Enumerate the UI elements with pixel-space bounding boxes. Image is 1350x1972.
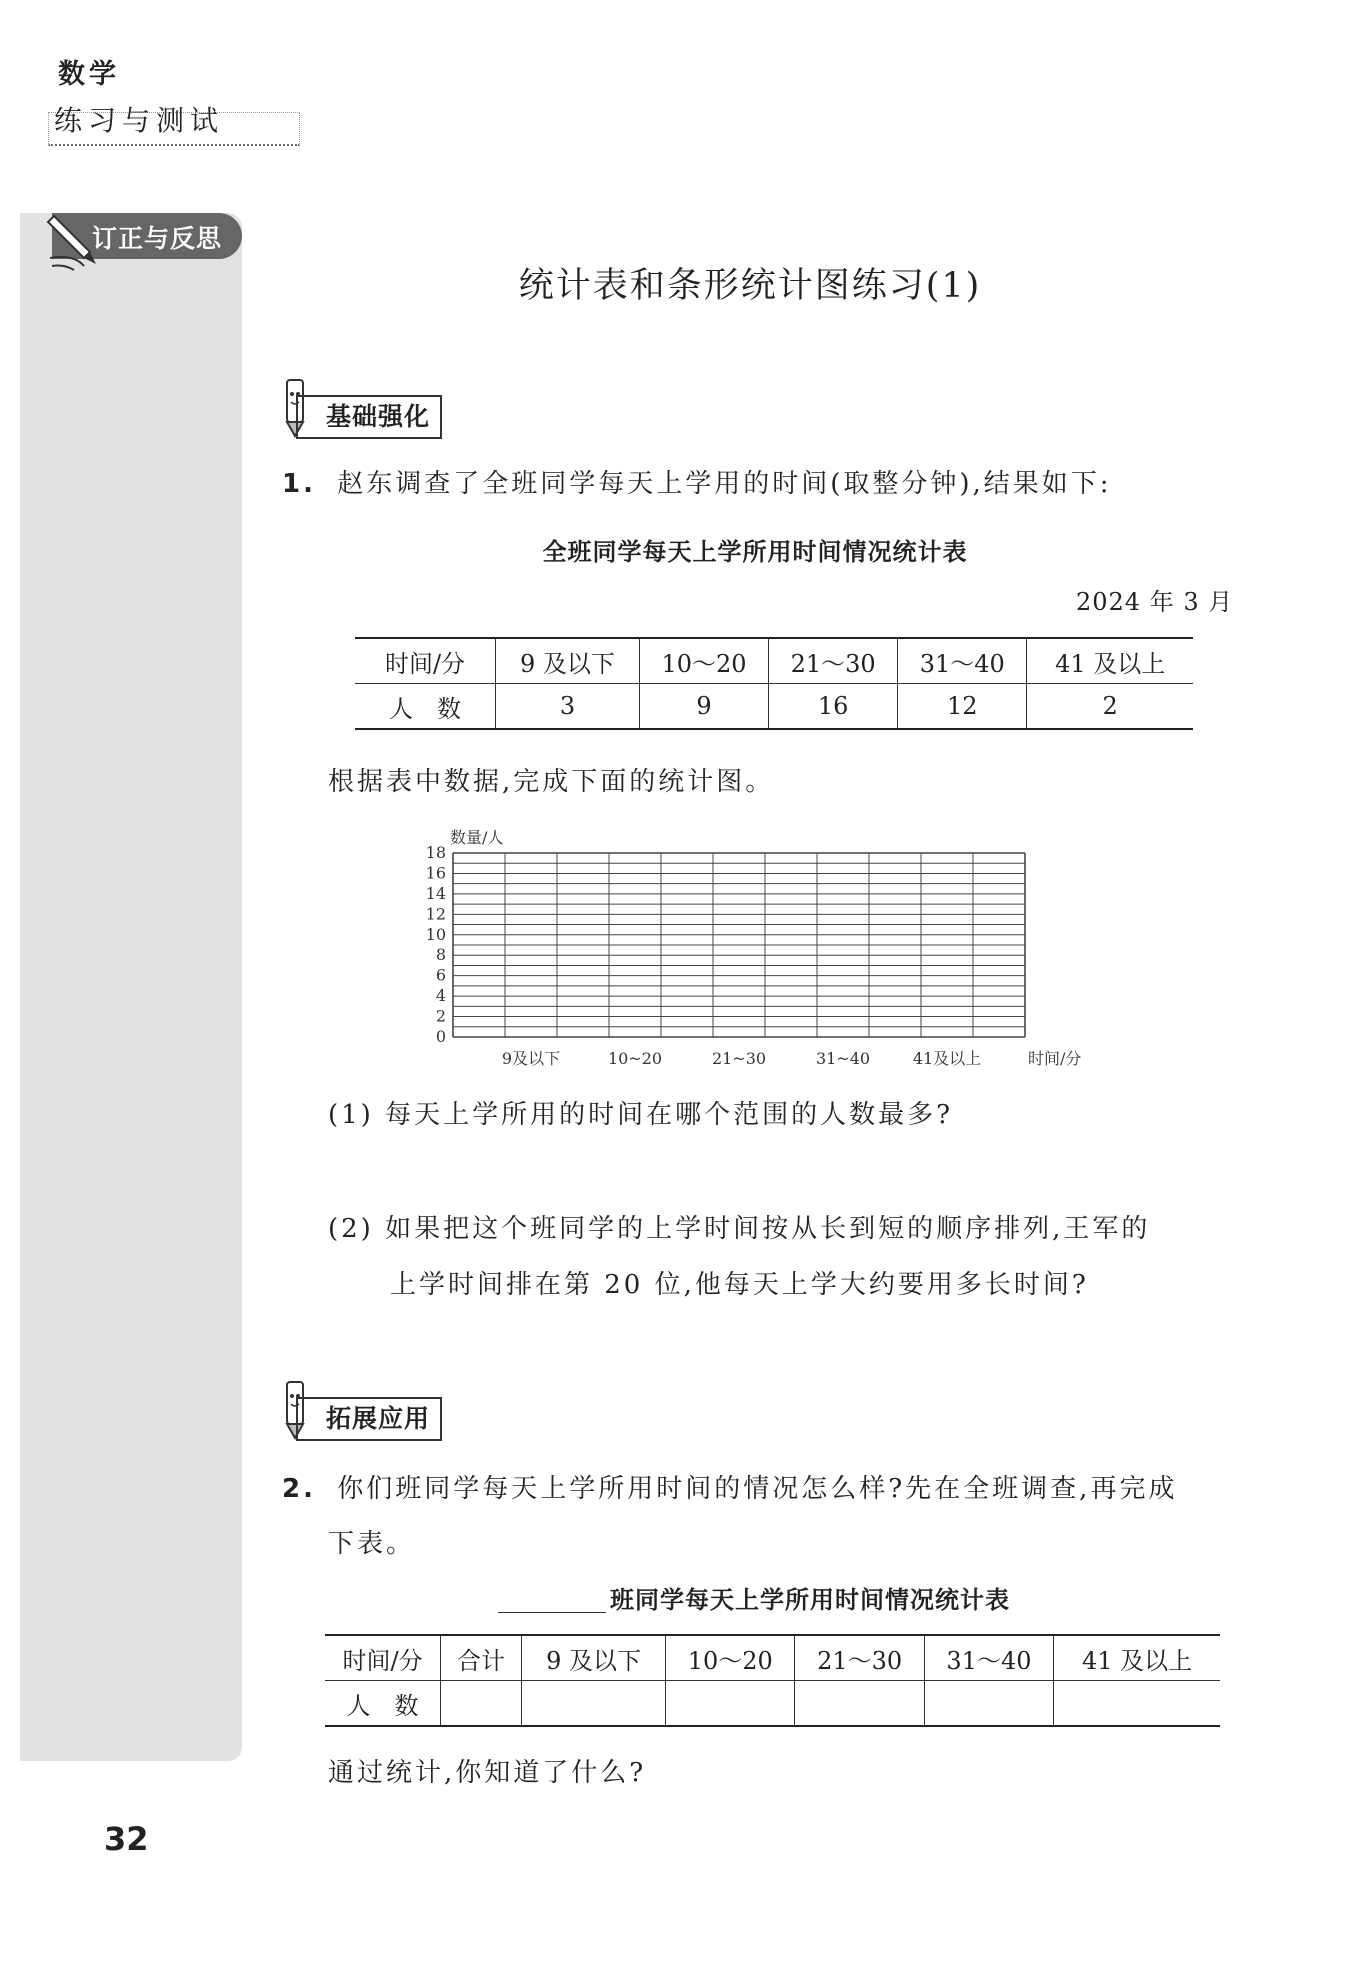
chart-grid xyxy=(453,853,1025,1037)
blank-cell[interactable] xyxy=(522,1681,666,1727)
blank-cell[interactable] xyxy=(666,1681,795,1727)
table-cell: 人 数 xyxy=(325,1681,441,1727)
question-2-line2: 下表。 xyxy=(328,1529,416,1559)
section-basic: 基础强化 xyxy=(296,395,442,439)
y-axis-label: 数量/人 xyxy=(450,828,504,847)
table-row xyxy=(355,684,1193,730)
blank-survey-table xyxy=(325,1634,1220,1727)
x-tick-label: 9及以下 xyxy=(501,1049,561,1068)
survey-table xyxy=(355,637,1193,730)
subject-label: 数学 xyxy=(58,59,120,90)
blank-cell[interactable] xyxy=(924,1681,1053,1727)
table-cell: 时间/分 xyxy=(355,638,496,684)
y-tick-label: 18 xyxy=(425,843,446,862)
table-row xyxy=(325,1681,1220,1727)
chart-instruction: 根据表中数据,完成下面的统计图。 xyxy=(328,767,775,797)
table-cell: 9 及以下 xyxy=(522,1635,666,1681)
table-date: 2024 年 3 月 xyxy=(1076,588,1234,616)
table-cell: 21～30 xyxy=(769,638,898,684)
table-cell: 16 xyxy=(769,684,898,730)
y-tick-label: 2 xyxy=(435,1006,446,1026)
question-2 xyxy=(282,1472,1177,1506)
class-name-blank[interactable] xyxy=(498,1612,606,1613)
table-title: 班同学每天上学所用时间情况统计表 xyxy=(610,1586,1010,1614)
y-tick-label: 14 xyxy=(425,883,446,903)
y-tick-label: 12 xyxy=(425,904,446,924)
x-tick-label: 21~30 xyxy=(711,1049,767,1068)
table-cell: 10～20 xyxy=(639,638,768,684)
x-tick-label: 10~20 xyxy=(607,1049,663,1068)
y-tick-label: 0 xyxy=(435,1027,446,1046)
correction-sidebar xyxy=(20,213,242,1761)
blank-cell[interactable] xyxy=(441,1681,522,1727)
y-tick-label: 8 xyxy=(435,945,446,965)
x-category-labels xyxy=(502,1049,981,1068)
page-title: 统计表和条形统计图练习(1) xyxy=(518,266,982,306)
table-cell: 9 及以下 xyxy=(496,638,640,684)
book-title: 练习与测试 xyxy=(54,104,225,137)
y-tick-label: 10 xyxy=(425,924,446,944)
question-text: 赵东调查了全班同学每天上学用的时间(取整分钟),结果如下: xyxy=(337,469,1112,499)
blank-cell[interactable] xyxy=(795,1681,924,1727)
table-title: 全班同学每天上学所用时间情况统计表 xyxy=(542,538,968,566)
table-row xyxy=(355,638,1193,684)
question-number: 2. xyxy=(282,1474,316,1504)
page-number: 32 xyxy=(104,1820,149,1858)
question-text: 你们班同学每天上学所用时间的情况怎么样?先在全班调查,再完成 xyxy=(337,1474,1178,1504)
closing-question: 通过统计,你知道了什么? xyxy=(328,1758,647,1788)
table-row xyxy=(325,1635,1220,1681)
table-cell: 31～40 xyxy=(898,638,1027,684)
table-cell: 41 及以上 xyxy=(1054,1635,1220,1681)
sub-question-2-line1: (2) 如果把这个班同学的上学时间按从长到短的顺序排列,王军的 xyxy=(328,1214,1151,1244)
table-cell: 31～40 xyxy=(924,1635,1053,1681)
sub-question-1: (1) 每天上学所用的时间在哪个范围的人数最多? xyxy=(328,1100,954,1130)
y-tick-label: 16 xyxy=(425,863,446,883)
table-cell: 3 xyxy=(496,684,640,730)
x-tick-label: 31~40 xyxy=(815,1049,871,1068)
table-cell: 10～20 xyxy=(666,1635,795,1681)
table-cell: 12 xyxy=(898,684,1027,730)
bar-chart-grid xyxy=(400,815,1120,1085)
table-cell: 时间/分 xyxy=(325,1635,441,1681)
section-extension: 拓展应用 xyxy=(296,1397,442,1441)
table-cell: 41 及以上 xyxy=(1027,638,1193,684)
sub-question-2-line2: 上学时间排在第 20 位,他每天上学大约要用多长时间? xyxy=(390,1270,1089,1300)
question-number: 1. xyxy=(282,469,316,499)
y-tick-label: 4 xyxy=(435,986,446,1006)
x-tick-label: 41及以上 xyxy=(912,1049,982,1068)
y-tick-label: 6 xyxy=(435,965,446,985)
y-tick-labels xyxy=(426,843,446,1046)
x-axis-label: 时间/分 xyxy=(1028,1049,1082,1068)
table-cell: 21～30 xyxy=(795,1635,924,1681)
question-1 xyxy=(282,467,1112,501)
blank-cell[interactable] xyxy=(1054,1681,1220,1727)
table-cell: 人 数 xyxy=(355,684,496,730)
table-cell: 9 xyxy=(639,684,768,730)
table-cell: 合计 xyxy=(441,1635,522,1681)
sidebar-label: 订正与反思 xyxy=(92,224,223,253)
table-cell: 2 xyxy=(1027,684,1193,730)
